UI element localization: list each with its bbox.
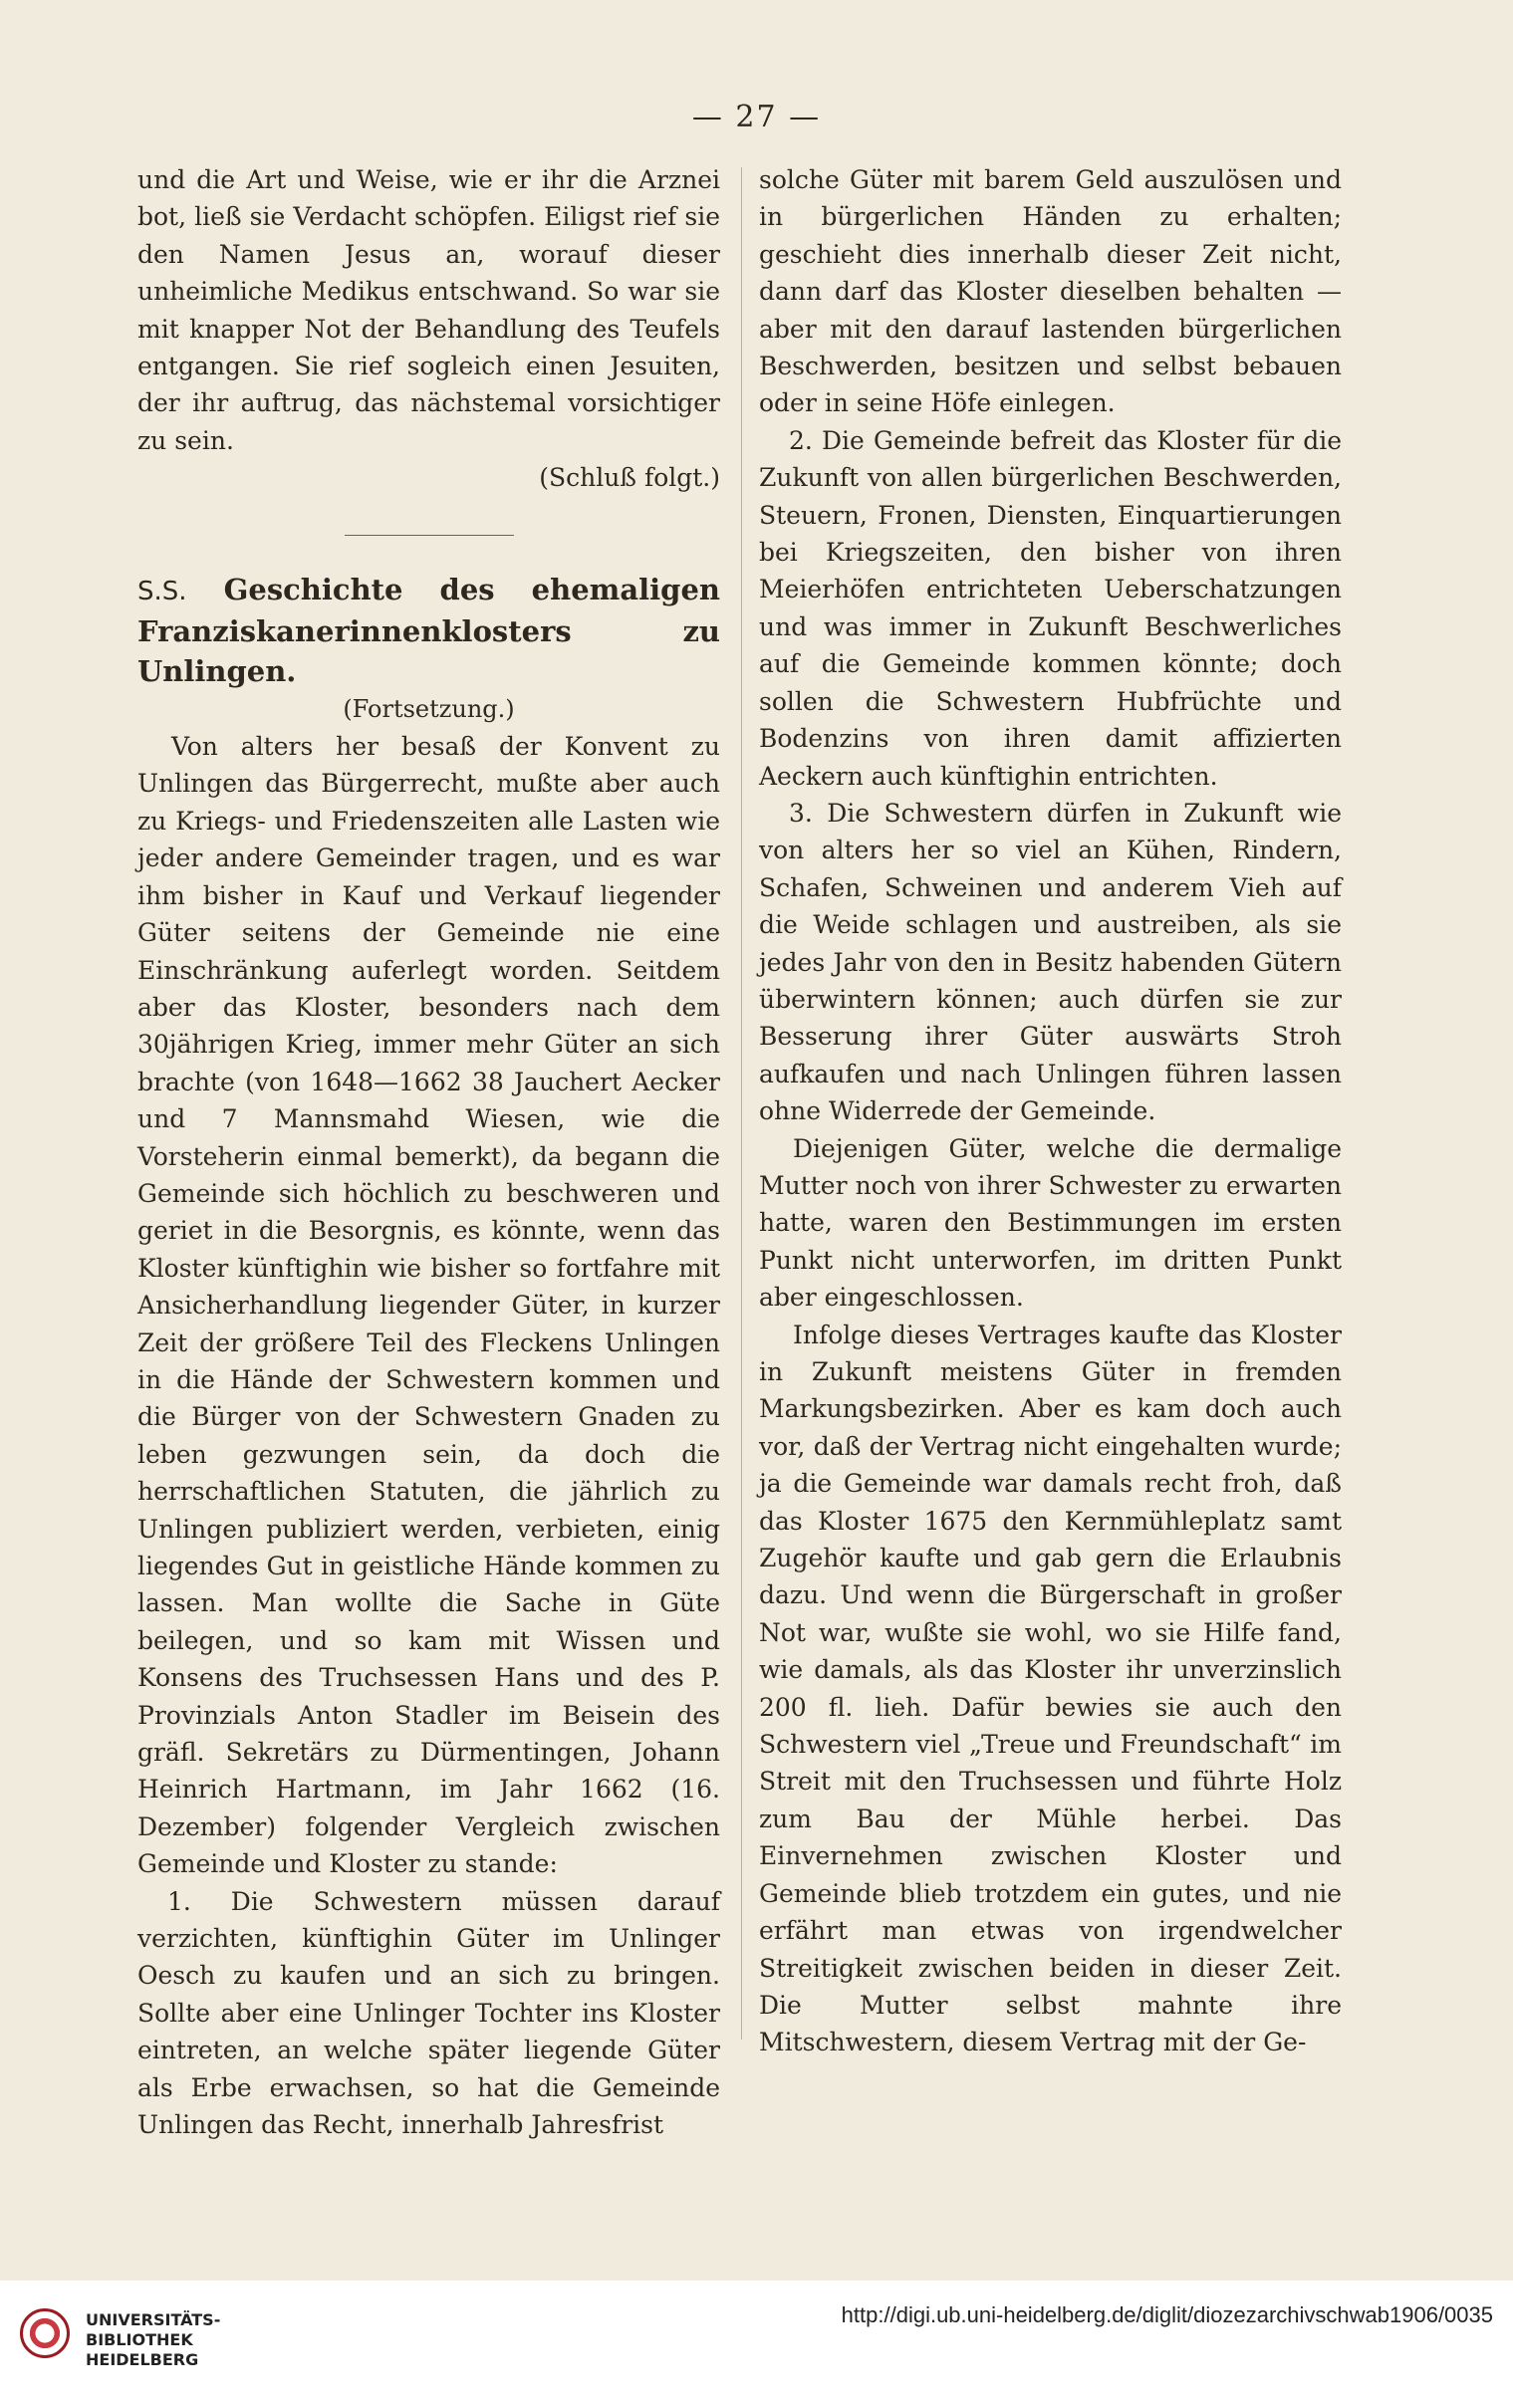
- article-subtitle: (Fortsetzung.): [343, 694, 515, 723]
- paragraph: 1. Die Schwestern müssen darauf verzichten, künftighin Güter im Unlinger Oesch zu kaufen und an sich zu bringen. Sollte aber eine Unlinger Tochter ins Kloster eintreten, an welche später liegende Güter als Erbe erwachsen, so hat die Gemeinde Unlingen das Recht, innerhalb Jahresfrist: [137, 1886, 720, 2140]
- permalink-url[interactable]: http://digi.ub.uni-heidelberg.de/diglit/diozezarchivschwab1906/0035: [841, 2302, 1493, 2327]
- paragraph: Infolge dieses Vertrages kaufte das Kloster in Zukunft meistens Güter in fremden Markungsbezirken. Aber es kam doch auch vor, daß der Vertrag nicht eingehalten wurde; ja die Gemeinde war damals recht froh, daß das Kloster 1675 den Kernmühleplatz samt Zugehör kaufte und gab gern die Erlaubnis dazu. Und wenn die Bürgerschaft in großer Not war, wußte sie wohl, wo sie Hilfe fand, wie damals, als das Kloster ihr unverzinslich 200 fl. lieh. Dafür bewies sie auch den Schwestern viel „Treue und Freundschaft“ im Streit mit den Truchsessen und führte Holz zum Bau der Mühle herbei. Das Einvernehmen zwischen Kloster und Gemeinde blieb trotzdem ein gutes, und nie erfährt man etwas von irgendwelcher Streitigkeit zwischen beiden in dieser Zeit. Die Mutter selbst mahnte ihre Mitschwestern, diesem Vertrag mit der Ge-: [759, 1320, 1342, 2057]
- continuation-note: (Schluß folgt.): [539, 463, 720, 493]
- article-title: Geschichte des ehemaligen Franziskanerinnenklosters zu Unlingen.: [137, 572, 720, 688]
- column-divider: [741, 167, 742, 2040]
- right-column: [759, 161, 1342, 2061]
- digitization-footer: [0, 2281, 1513, 2408]
- section-divider: [345, 535, 514, 536]
- paragraph: solche Güter mit barem Geld auszulösen und in bürgerlichen Händen zu erhalten; geschieht dies innerhalb dieser Zeit nicht, dann darf das Kloster dieselben behalten — aber mit den darauf lastenden bürgerlichen Beschwerden, besitzen und selbst bebauen oder in seine Höfe einlegen.: [759, 165, 1342, 418]
- page-number: — 27 —: [691, 100, 822, 134]
- paragraph: Diejenigen Güter, welche die dermalige Mutter noch von ihrer Schwester zu erwarten hatte, waren den Bestimmungen im ersten Punkt nicht unterworfen, im dritten Punkt aber eingeschlossen.: [759, 1133, 1342, 1313]
- paragraph: 3. Die Schwestern dürfen in Zukunft wie von alters her so viel an Kühen, Rindern, Schafen, Schweinen und anderem Vieh auf die Weide schlagen und austreiben, als sie jedes Jahr von den in Besitz habenden Gütern überwintern können; auch dürfen sie zur Besserung ihrer Güter auswärts Stroh aufkaufen und nach Unlingen führen lassen ohne Widerrede der Gemeinde.: [759, 798, 1342, 1126]
- left-column: [137, 161, 720, 2144]
- article-heading: [137, 570, 720, 691]
- paragraph: 2. Die Gemeinde befreit das Kloster für die Zukunft von allen bürgerlichen Beschwerden, Steuern, Fronen, Diensten, Einquartierungen bei Kriegszeiten, den bisher von ihren Meierhöfen entrichteten Ueberschatzungen und was immer in Zukunft Beschwerliches auf die Gemeinde kommen könnte; doch sollen die Schwestern Hubfrüchte und Bodenzins von ihren damit affizierten Aeckern auch künftighin entrichten.: [759, 425, 1342, 791]
- university-seal-icon: [20, 2308, 70, 2358]
- author-signature: S.S.: [137, 576, 187, 606]
- library-logo-text: UNIVERSITÄTS- BIBLIOTHEK HEIDELBERG: [86, 2310, 221, 2369]
- paragraph: Von alters her besaß der Konvent zu Unlingen das Bürgerrecht, mußte aber auch zu Kriegs- und Friedenszeiten alle Lasten wie jeder andere Gemeinder tragen, und es war ihm bisher in Kauf und Verkauf liegender Güter seitens der Gemeinde nie eine Einschränkung auferlegt worden. Seitdem aber das Kloster, besonders nach dem 30jährigen Krieg, immer mehr Güter an sich brachte (von 1648—1662 38 Jauchert Aecker und 7 Mannsmahd Wiesen, wie die Vorsteherin einmal bemerkt), da begann die Gemeinde sich höchlich zu beschweren und geriet in die Besorgnis, es könnte, wenn das Kloster künftighin wie bisher so fortfahre mit Ansicherhandlung liegender Güter, in kurzer Zeit der größere Teil des Fleckens Unlingen in die Hände der Schwestern kommen und die Bürger von der Schwestern Gnaden zu leben gezwungen sein, da doch die herrschaftlichen Statuten, die jährlich zu Unlingen publiziert werden, verbieten, einig liegendes Gut in geistliche Hände kommen zu lassen. Man wollte die Sache in Güte beilegen, und so kam mit Wissen und Konsens des Truchsessen Hans und des P. Provinzials Anton Stadler im Beisein des gräfl. Sekretärs zu Dürmentingen, Johann Heinrich Hartmann, im Jahr 1662 (16. Dezember) folgender Vergleich zwischen Gemeinde und Kloster zu stande:: [137, 732, 720, 1879]
- paragraph: und die Art und Weise, wie er ihr die Arznei bot, ließ sie Verdacht schöpfen. Eiligst rief sie den Namen Jesus an, worauf dieser unheimliche Medikus entschwand. So war sie mit knapper Not der Behandlung des Teufels entgangen. Sie rief sogleich einen Jesuiten, der ihr auftrug, das nächstemal vorsichtiger zu sein.: [137, 165, 720, 455]
